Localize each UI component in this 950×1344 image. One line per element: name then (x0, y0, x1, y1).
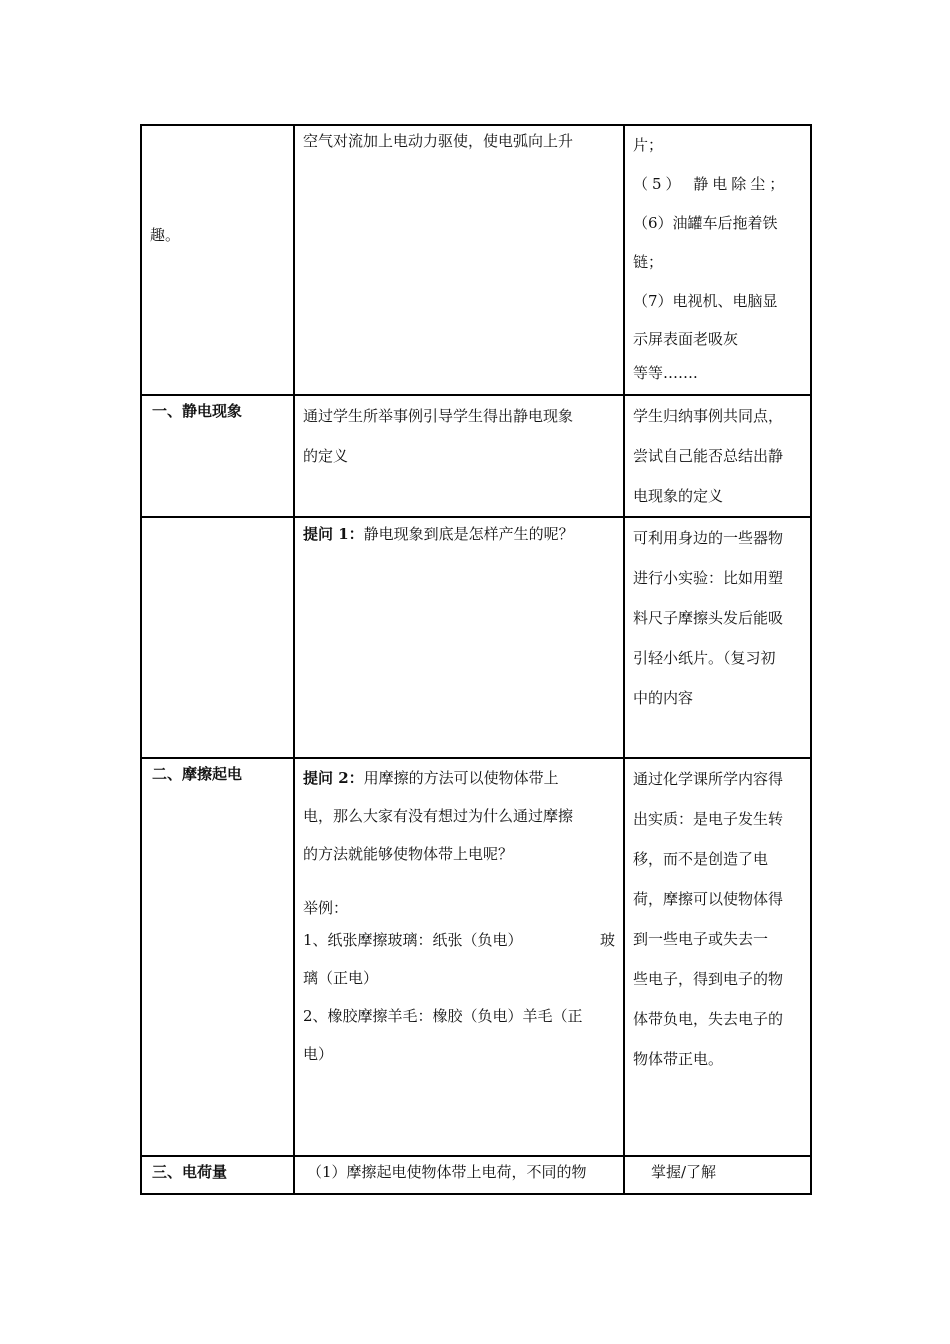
row4-col3-line: 移，而不是创造了电 (633, 850, 769, 868)
row5-col1 (141, 1156, 294, 1194)
row3-col3-line: 引轻小纸片。（复习初 (633, 649, 776, 667)
row1-col3-line: （6）油罐车后拖着铁 (633, 214, 778, 232)
row3-col1 (141, 517, 294, 758)
row2-col2-line: 通过学生所举事例引导学生得出静电现象 (303, 407, 574, 425)
row1-col3-line: 片； (633, 136, 664, 154)
row4-col2-line: 的方法就能够使物体带上电呢？ (303, 845, 514, 863)
row3-col3-line: 可利用身边的一些器物 (633, 529, 784, 547)
row3-col3-line: 中的内容 (633, 689, 694, 707)
row4-col3-line: 通过化学课所学内容得 (633, 770, 784, 788)
row1-col3-line: 等等……. (633, 364, 698, 382)
row2-col3-line: 电现象的定义 (633, 487, 724, 505)
row1-col1-text: 趣。 (150, 226, 181, 244)
row4-col3-line: 到一些电子或失去一 (633, 930, 769, 948)
row1-col3 (624, 125, 811, 395)
table-row (141, 125, 811, 395)
row1-col2-text: 空气对流加上电动力驱使，使电弧向上升 (303, 132, 574, 150)
question-label: 提问 1： (303, 525, 364, 543)
question-text: 用摩擦的方法可以使物体带上 (363, 769, 559, 787)
example-title: 举例： (303, 899, 349, 917)
row4-col3-line: 物体带正电。 (633, 1050, 724, 1068)
row4-col3-line: 荷，摩擦可以使物体得 (633, 890, 784, 908)
row4-col3-line: 体带负电，失去电子的 (633, 1010, 784, 1028)
row1-col3-line: （5） 静电除尘； (633, 175, 789, 193)
row2-col2-line: 的定义 (303, 447, 349, 465)
row4-col1 (141, 758, 294, 1156)
section-heading: 三、电荷量 (152, 1163, 228, 1181)
row1-col3-line: （7）电视机、电脑显 (633, 292, 778, 310)
row1-col2 (294, 125, 624, 395)
example-1-cont: 璃（正电） (303, 969, 379, 987)
row1-col3-line: 示屏表面老吸灰 (633, 330, 739, 348)
row4-col2 (294, 758, 624, 1156)
row2-col3-line: 尝试自己能否总结出静 (633, 447, 784, 465)
question-label: 提问 2： (303, 769, 364, 787)
table-row (141, 758, 811, 1156)
row4-col2-line: 电，那么大家有没有想过为什么通过摩擦 (303, 807, 574, 825)
row2-col2 (294, 395, 624, 517)
row2-col3-line: 学生归纳事例共同点， (633, 407, 784, 425)
row2-col1 (141, 395, 294, 517)
example-line-1 (303, 921, 615, 959)
question-text: 静电现象到底是怎样产生的呢？ (363, 525, 574, 543)
row1-col3-line: 链； (633, 253, 664, 271)
row4-col3 (624, 758, 811, 1156)
row4-col3-line: 出实质：是电子发生转 (633, 810, 784, 828)
table-row (141, 517, 811, 758)
example-1-text: 1、纸张摩擦玻璃：纸张（负电） (303, 931, 523, 949)
row5-col2 (294, 1156, 624, 1194)
row5-col3-line: 掌握/了解 (651, 1163, 717, 1181)
row3-col3 (624, 517, 811, 758)
row5-col2-line: （1）摩擦起电使物体带上电荷，不同的物 (307, 1163, 587, 1181)
example-2-text: 2、橡胶摩擦羊毛：橡胶（负电）羊毛（正 (303, 1007, 583, 1025)
section-heading: 一、静电现象 (152, 402, 243, 420)
row3-col3-line: 进行小实验：比如用塑 (633, 569, 784, 587)
row4-col3-line: 些电子，得到电子的物 (633, 970, 784, 988)
table-row (141, 395, 811, 517)
lesson-plan-table (140, 124, 812, 1195)
row3-col2 (294, 517, 624, 758)
row1-col1 (141, 125, 294, 395)
row2-col3 (624, 395, 811, 517)
table-row (141, 1156, 811, 1194)
example-1-tail: 玻 (599, 931, 615, 949)
example-2-cont: 电） (303, 1045, 334, 1063)
row5-col3 (624, 1156, 811, 1194)
section-heading: 二、摩擦起电 (152, 765, 243, 783)
row3-col3-line: 料尺子摩擦头发后能吸 (633, 609, 784, 627)
